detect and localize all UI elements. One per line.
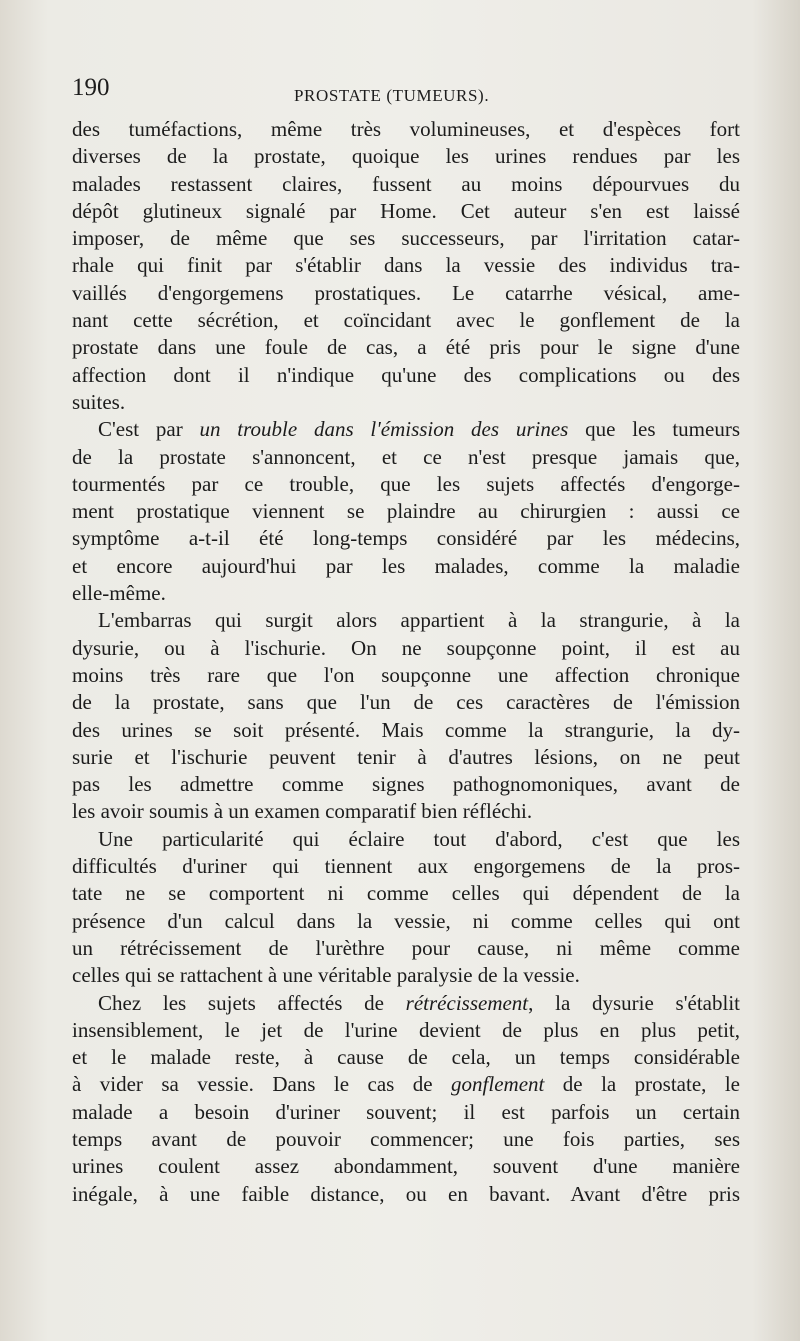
text-line: des urines se soit présenté. Mais comme la strangurie, la dy- [72,717,740,742]
text-line: symptôme a-t-il été long-temps considéré par les médecins, [72,526,740,551]
text-line: Une particularité qui éclaire tout d'abord, c'est que les [98,826,740,851]
text-line: insensiblement, le jet de l'urine devient de plus en plus petit, [72,1017,740,1042]
text-line: inégale, à une faible distance, ou en bavant. Avant d'être pris [72,1181,740,1206]
page-header [72,74,740,108]
text-line [72,416,740,443]
text-line: temps avant de pouvoir commencer; une fois parties, ses [72,1126,740,1151]
text-line: celles qui se rattachent à une véritable paralysie de la vessie. [72,963,580,988]
text-line: tourmentés par ce trouble, que les sujets affectés d'engorge- [72,471,740,496]
italic-phrase: rétrécissement [405,990,529,1015]
text-line: les avoir soumis à un examen comparatif bien réfléchi. [72,799,533,824]
text-line: difficultés d'uriner qui tiennent aux engorgemens de la pros- [72,854,740,879]
text-line: et encore aujourd'hui par les malades, comme la maladie [72,553,740,578]
text-line: diverses de la prostate, quoique les urines rendues par les [72,144,740,169]
text-line: moins très rare que l'on soupçonne une affection chronique [72,662,740,687]
running-head: PROSTATE (TUMEURS). [294,86,490,105]
text-line: de la prostate, sans que l'un de ces caractères de l'émission [72,690,740,715]
text-segment: que les tumeurs [568,417,740,442]
text-line [72,990,740,1017]
text-line: pas les admettre comme signes pathognomoniques, avant de [72,772,740,797]
text-line: vaillés d'engorgemens prostatiques. Le catarrhe vésical, ame- [72,280,740,305]
text-segment: , la dysurie s'établit [528,990,740,1015]
text-line: dépôt glutineux signalé par Home. Cet auteur s'en est laissé [72,198,740,223]
text-line [72,1071,740,1098]
page-number: 190 [72,74,110,101]
italic-phrase: un trouble dans l'émission des urines [199,417,569,442]
text-line: rhale qui finit par s'établir dans la vessie des individus tra- [72,253,740,278]
text-line: prostate dans une foule de cas, a été pris pour le signe d'une [72,335,740,360]
text-line: nant cette sécrétion, et coïncidant avec le gonflement de la [72,308,740,333]
text-line: elle-même. [72,581,166,606]
text-segment: C'est par [98,417,200,442]
italic-phrase: gonflement [451,1072,545,1097]
text-line: malades restassent claires, fussent au moins dépourvues du [72,171,740,196]
text-line: tate ne se comportent ni comme celles qui dépendent de la [72,881,740,906]
text-line: et le malade reste, à cause de cela, un temps considérable [72,1045,740,1070]
text-line: affection dont il n'indique qu'une des complications ou des [72,362,740,387]
text-line: urines coulent assez abondamment, souvent d'une manière [72,1154,740,1179]
text-line: ment prostatique viennent se plaindre au chirurgien : aussi ce [72,499,740,524]
text-line: imposer, de même que ses successeurs, par l'irritation catar- [72,226,740,251]
text-line: de la prostate s'annoncent, et ce n'est presque jamais que, [72,444,740,469]
text-segment: Chez les sujets affectés de [98,990,406,1015]
text-line: malade a besoin d'uriner souvent; il est parfois un certain [72,1099,740,1124]
text-line: L'embarras qui surgit alors appartient à la strangurie, à la [98,608,740,633]
text-segment: à vider sa vessie. Dans le cas de [72,1072,452,1097]
text-line: suites. [72,389,126,414]
body-text [72,116,740,1208]
text-line: des tuméfactions, même très volumineuses, et d'espèces fort [72,117,740,141]
text-line: surie et l'ischurie peuvent tenir à d'autres lésions, on ne peut [72,744,740,769]
text-line: un rétrécissement de l'urèthre pour cause, ni même comme [72,935,740,960]
text-line: présence d'un calcul dans la vessie, ni comme celles qui ont [72,908,740,933]
text-line: dysurie, ou à l'ischurie. On ne soupçonne point, il est au [72,635,740,660]
text-segment: de la prostate, le [544,1072,740,1097]
